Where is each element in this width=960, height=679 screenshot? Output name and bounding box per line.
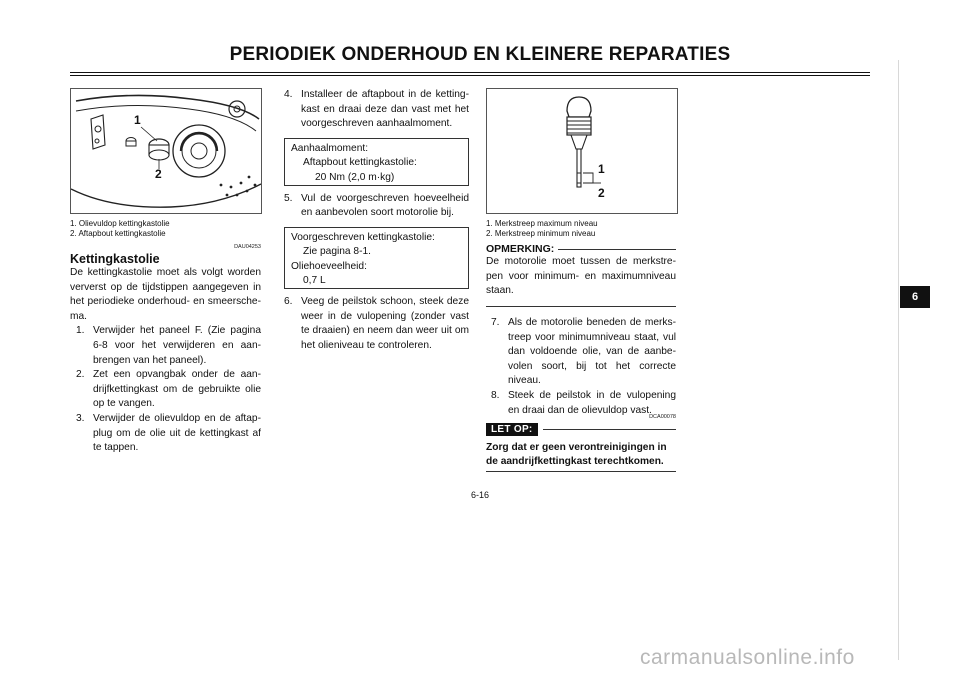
note-text: De motorolie moet tussen de merkstre- pen voor minimum- en maximumniveau staan.	[486, 256, 676, 297]
caution-end-rule	[486, 471, 676, 472]
page-number: 6-16	[470, 490, 489, 500]
section-code: DAU04253	[234, 244, 261, 250]
step-text: Veeg de peilstok schoon, steek deze weer in de vulopening (zonder vast te draaien) en neem dan weer uit om het olieniveau te controleren.	[301, 295, 469, 351]
step-text: Vul de voorgeschreven hoeveelheid en aanbevolen soort motorolie bij.	[301, 192, 469, 219]
note-end-rule	[486, 306, 676, 307]
oil-ref: Zie pagina 8-1.	[303, 246, 371, 258]
step-number: 5.	[284, 192, 293, 204]
right-figure-captions	[486, 219, 676, 238]
chain-case-illustration	[70, 88, 262, 214]
middle-column	[284, 88, 469, 353]
dipstick-callout-1: 1	[598, 162, 605, 176]
step-number: 3.	[76, 412, 85, 424]
step-number: 6.	[284, 295, 293, 307]
step-text: Zet een opvangbak onder de aan- drijfkettingkast om de gebruikte olie op te vangen.	[93, 369, 261, 410]
note-block	[486, 243, 676, 307]
title-rule-thin	[70, 75, 870, 76]
step-text: Verwijder het paneel F. (Zie pagina 6-8 voor het verwijderen en aan- brengen van het paneel).	[93, 325, 261, 366]
caution-block	[486, 423, 676, 472]
note-label: OPMERKING:	[486, 243, 555, 255]
note-header	[486, 243, 676, 255]
step-7	[491, 316, 676, 389]
step-number: 8.	[491, 389, 500, 401]
step-number: 4.	[284, 89, 293, 100]
chapter-tab: 6	[900, 286, 930, 308]
step-5	[284, 192, 469, 221]
step-number: 7.	[491, 317, 500, 328]
left-figure-captions	[70, 219, 260, 238]
caution-header	[486, 423, 676, 436]
step-6	[284, 295, 469, 353]
section-intro: De kettingkastolie moet als volgt worden ververst op de tijdstippen aangegeven in het periodieke onderhoud- en smeersche- ma.	[70, 267, 261, 322]
torque-label: Aanhaalmoment:	[291, 142, 369, 154]
page-title: PERIODIEK ONDERHOUD EN KLEINERE REPARATIES	[229, 44, 731, 65]
caption-1: 1. Olievuldop kettingkastolie	[70, 219, 170, 228]
callout-2: 2	[155, 167, 162, 181]
step-1	[76, 324, 261, 368]
step-text: Verwijder de olievuldop en de aftap- plug om de olie uit de kettingkast af te tappen.	[93, 412, 261, 454]
oil-qty-label: Oliehoeveelheid:	[291, 260, 367, 272]
caption-2: 2. Merkstreep minimum niveau	[486, 228, 596, 238]
chain-case-drawing	[71, 89, 261, 213]
note-rule	[558, 249, 676, 250]
step-number: 1.	[76, 325, 85, 337]
chapter-divider	[898, 60, 899, 660]
step-text: Steek de peilstok in de vulopening en draai dan de olievuldop vast.	[508, 389, 676, 416]
section-heading: Kettingkastolie	[70, 252, 160, 266]
caption-2: 2. Aftapbout kettingkastolie	[70, 228, 166, 238]
caution-rule	[543, 429, 676, 430]
torque-item: Aftapbout kettingkastolie:	[303, 157, 417, 169]
caption-1: 1. Merkstreep maximum niveau	[486, 219, 598, 228]
step-text: Installeer de aftapbout in de ketting- kast en draai deze dan vast met het voorgeschreven aanhaalmoment.	[301, 89, 469, 130]
step-text: Als de motorolie beneden de merks- treep voor minimumniveau staat, vul dan voldoende olie, van de aanbe- volen soort, bij tot het correcte niveau.	[508, 317, 676, 387]
caution-text: Zorg dat er geen verontreinigingen in de aandrijfkettingkast terechtkomen.	[486, 442, 667, 468]
dipstick-drawing	[487, 89, 677, 213]
step-number: 2.	[76, 369, 85, 381]
caution-code: DCA00078	[649, 414, 676, 420]
left-text-column	[70, 252, 261, 456]
right-steps	[491, 316, 676, 418]
torque-spec-box	[284, 138, 469, 186]
oil-spec-box	[284, 227, 469, 289]
step-3	[76, 412, 261, 456]
step-4	[284, 88, 469, 132]
oil-label: Voorgeschreven kettingkastolie:	[291, 231, 435, 243]
torque-value: 20 Nm (2,0 m·kg)	[315, 171, 395, 183]
step-2	[76, 368, 261, 412]
watermark: carmanualsonline.info	[640, 646, 855, 669]
dipstick-illustration	[486, 88, 678, 214]
callout-1: 1	[134, 113, 141, 127]
caution-label: LET OP:	[486, 423, 538, 436]
title-rule	[70, 72, 870, 73]
oil-qty: 0,7 L	[303, 275, 326, 287]
dipstick-callout-2: 2	[598, 186, 605, 200]
